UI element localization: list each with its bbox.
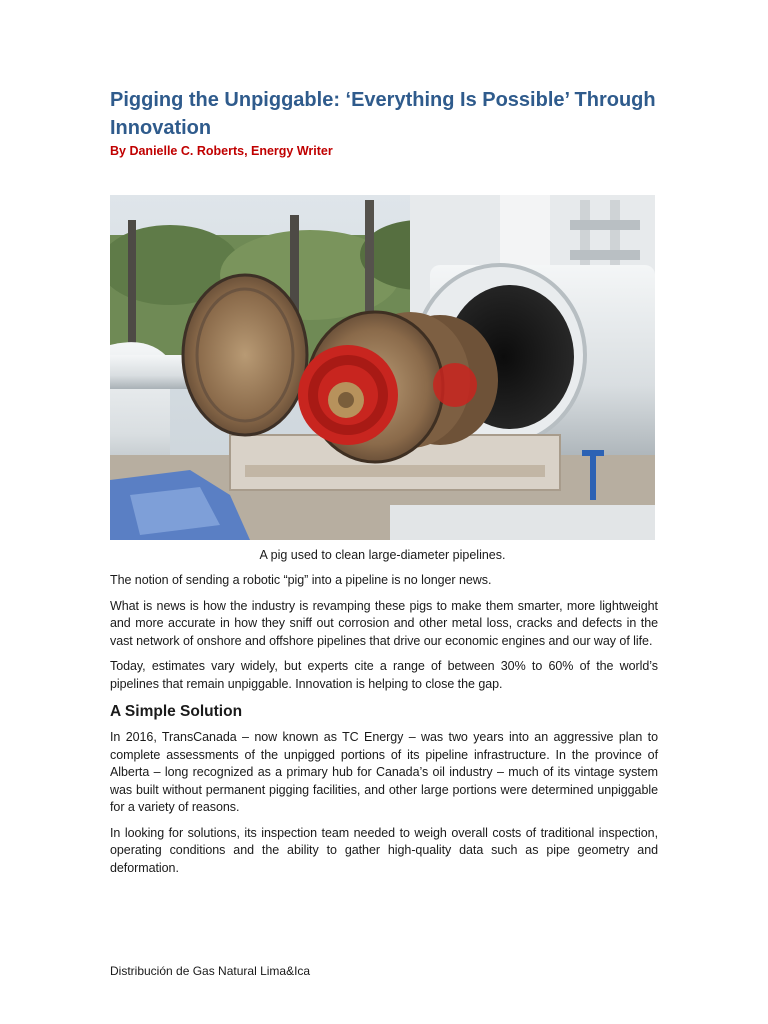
photo-caption: A pig used to clean large-diameter pipelines.	[259, 548, 506, 562]
paragraph: The notion of sending a robotic “pig” into a pipeline is no longer news.	[110, 573, 492, 587]
article-title: Pigging the Unpiggable: ‘Everything Is Possible’ Through Innovation	[110, 89, 656, 139]
section-heading: A Simple Solution	[110, 703, 243, 720]
paragraph: What is news is how the industry is revamping these pigs to make them smarter, more lightweight and more accurate in how they sniff out corrosion and other metal loss, cracks and defects in the vast network of onshore and offshore pipelines that drive our economic engines and our way of life.	[110, 598, 658, 648]
paragraph: In looking for solutions, its inspection team needed to weigh overall costs of traditional inspection, operating conditions and the ability to gather high-quality data such as pipe geometry and deformation.	[110, 825, 658, 875]
pipeline-pig-photo	[110, 195, 655, 540]
page-footer: Distribución de Gas Natural Lima&Ica	[110, 964, 311, 978]
article-byline: By Danielle C. Roberts, Energy Writer	[110, 144, 333, 158]
article-body	[110, 572, 658, 885]
paragraph: Today, estimates vary widely, but experts cite a range of between 30% to 60% of the world’s pipelines that remain unpiggable. Innovation is helping to close the gap.	[110, 659, 658, 691]
pipeline-pig-illustration	[110, 195, 655, 540]
paragraph: In 2016, TransCanada – now known as TC Energy – was two years into an aggressive plan to complete assessments of the unpigged portions of its pipeline infrastructure. In the province of Alberta – long recognized as a primary hub for Canada’s oil industry – much of its vintage system was built without permanent pigging facilities, and other large portions were determined unpiggable for a variety of reasons.	[110, 730, 658, 814]
